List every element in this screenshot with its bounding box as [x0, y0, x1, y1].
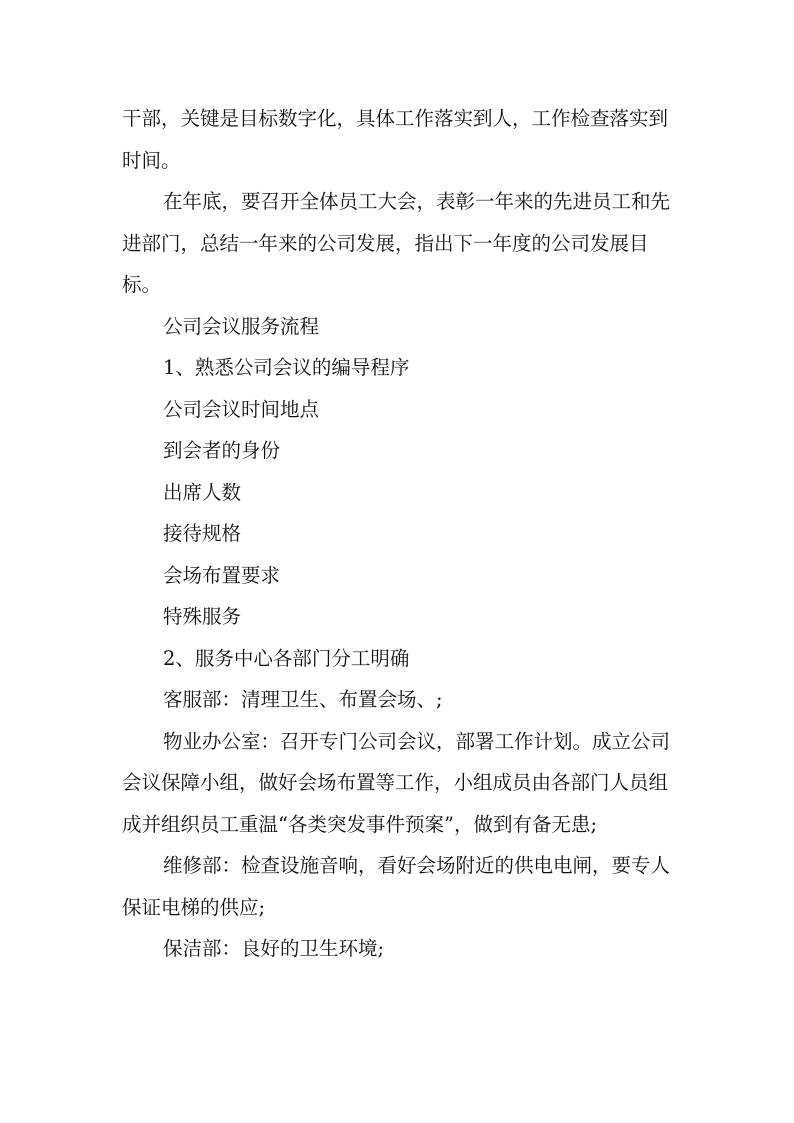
- list-item-1: 1、熟悉公司会议的编导程序: [163, 356, 410, 379]
- paragraph-customer-service: 客服部：清理卫生、布置会场、;: [163, 688, 443, 711]
- paragraph-property-office: 物业办公室：召开专门公司会议，部署工作计划。成立公司会议保障小组，做好会场布置等工作，小组成员由各部门人员组成并组织员工重温“各类突发事件预案”，做到有备无患;: [122, 729, 671, 836]
- section-heading: 公司会议服务流程: [163, 314, 320, 338]
- sub-item-reception: 接待规格: [163, 522, 242, 545]
- sub-item-time-location: 公司会议时间地点: [163, 397, 320, 421]
- list-item-2: 2、服务中心各部门分工明确: [163, 646, 410, 670]
- sub-item-identity: 到会者的身份: [163, 439, 281, 462]
- paragraph-cleaning: 保洁部：良好的卫生环境;: [163, 937, 385, 960]
- paragraph-maintenance: 维修部：检查设施音响，看好会场附近的供电电闸，要专人保证电梯的供应;: [122, 854, 671, 919]
- sub-item-attendance: 出席人数: [163, 480, 242, 504]
- paragraph-annual-meeting: 在年底，要召开全体员工大会，表彰一年来的先进员工和先进部门，总结一年来的公司发展，指出下一年度的公司发展目标。: [122, 190, 671, 296]
- sub-item-venue: 会场布置要求: [163, 563, 281, 587]
- document-body: [122, 98, 678, 970]
- paragraph-continuation: 干部，关键是目标数字化，具体工作落实到人，工作检查落实到时间。: [122, 107, 669, 172]
- sub-item-special: 特殊服务: [163, 605, 242, 628]
